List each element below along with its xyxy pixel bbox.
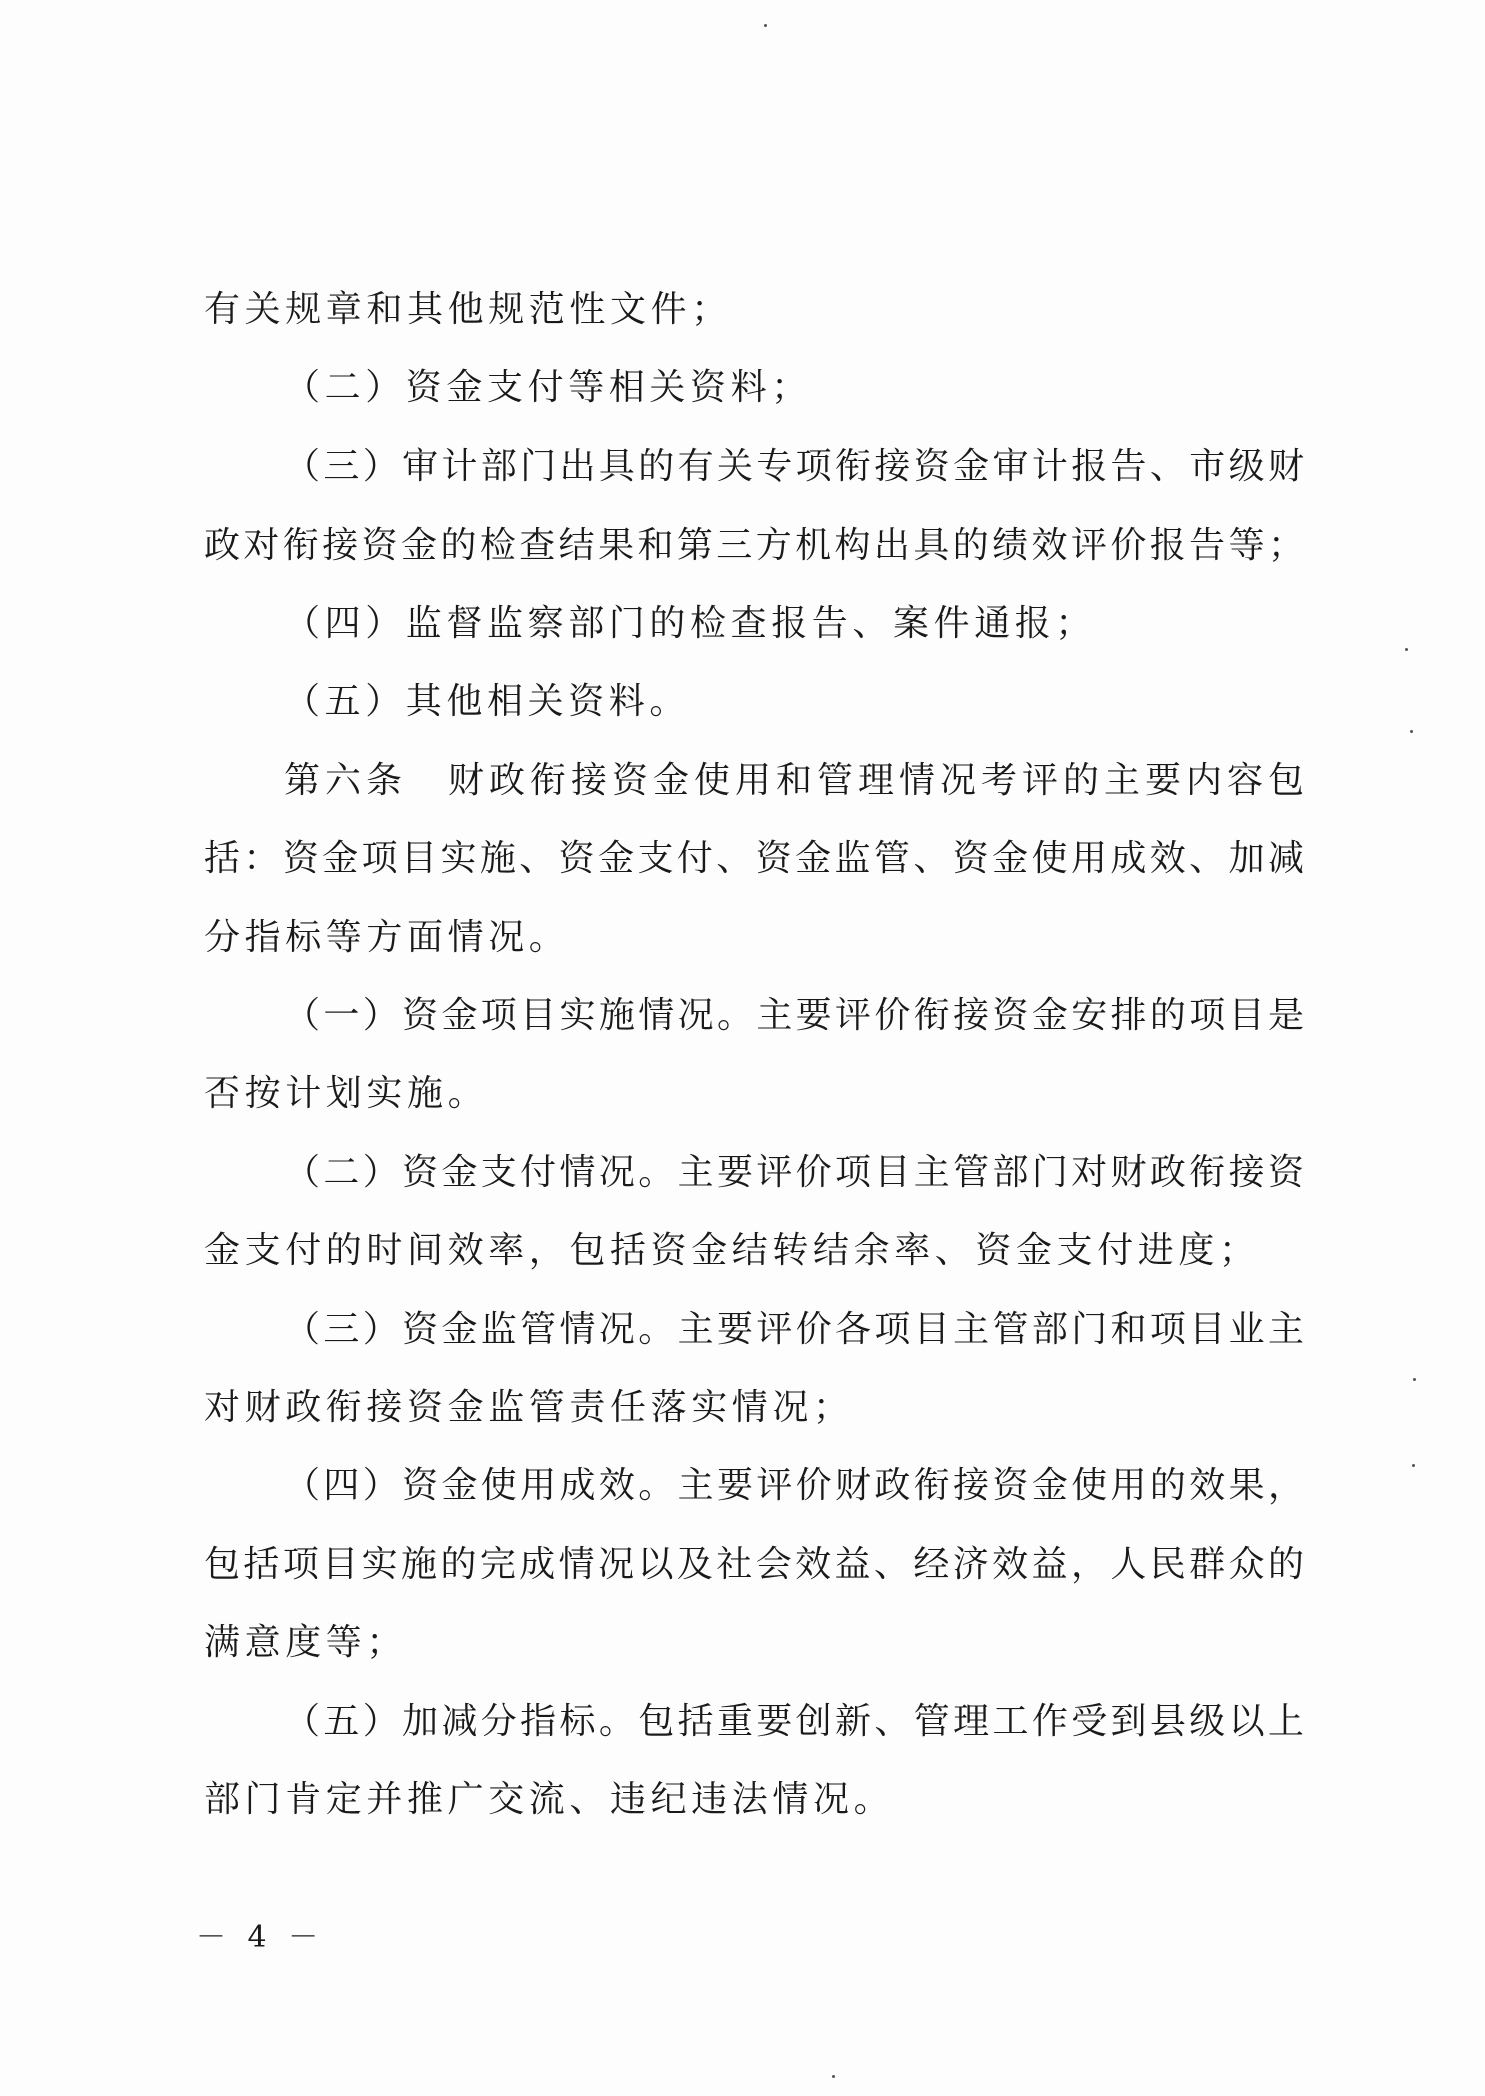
text-line-10: （一）资金项目实施情况。主要评价衔接资金安排的项目是: [284, 995, 1304, 1036]
scan-speck: [1410, 730, 1413, 733]
text-line-16: （四）资金使用成效。主要评价财政衔接资金使用的效果，: [284, 1465, 1304, 1506]
text-line-17: 包括项目实施的完成情况以及社会效益、经济效益，人民群众的: [204, 1544, 1304, 1585]
text-line-1: 有关规章和其他规范性文件；: [204, 289, 732, 330]
text-line-7: 第六条 财政衔接资金使用和管理情况考评的主要内容包: [284, 760, 1304, 801]
text-line-14: （三）资金监管情况。主要评价各项目主管部门和项目业主: [284, 1309, 1304, 1350]
text-line-2: （二）资金支付等相关资料；: [284, 367, 812, 408]
text-line-18: 满意度等；: [204, 1622, 408, 1663]
scan-speck: [1412, 1464, 1415, 1467]
scan-speck: [1405, 648, 1408, 651]
text-line-6: （五）其他相关资料。: [284, 681, 691, 722]
scan-speck: [764, 24, 767, 27]
text-line-13: 金支付的时间效率，包括资金结转结余率、资金支付进度；: [204, 1230, 1260, 1271]
text-line-5: （四）监督监察部门的检查报告、案件通报；: [284, 603, 1097, 644]
text-line-19: （五）加减分指标。包括重要创新、管理工作受到县级以上: [284, 1701, 1304, 1742]
page-number: － 4 －: [196, 1920, 325, 1955]
text-line-4: 政对衔接资金的检查结果和第三方机构出具的绩效评价报告等；: [204, 525, 1304, 566]
text-line-9: 分指标等方面情况。: [204, 917, 570, 958]
scan-speck: [832, 2075, 835, 2078]
text-line-12: （二）资金支付情况。主要评价项目主管部门对财政衔接资: [284, 1152, 1304, 1193]
text-line-15: 对财政衔接资金监管责任落实情况；: [204, 1387, 854, 1428]
text-line-3: （三）审计部门出具的有关专项衔接资金审计报告、市级财: [284, 446, 1304, 487]
text-line-20: 部门肯定并推广交流、违纪违法情况。: [204, 1779, 895, 1820]
text-line-11: 否按计划实施。: [204, 1073, 489, 1114]
scan-speck: [1413, 1378, 1416, 1381]
text-line-8: 括：资金项目实施、资金支付、资金监管、资金使用成效、加减: [204, 838, 1304, 879]
